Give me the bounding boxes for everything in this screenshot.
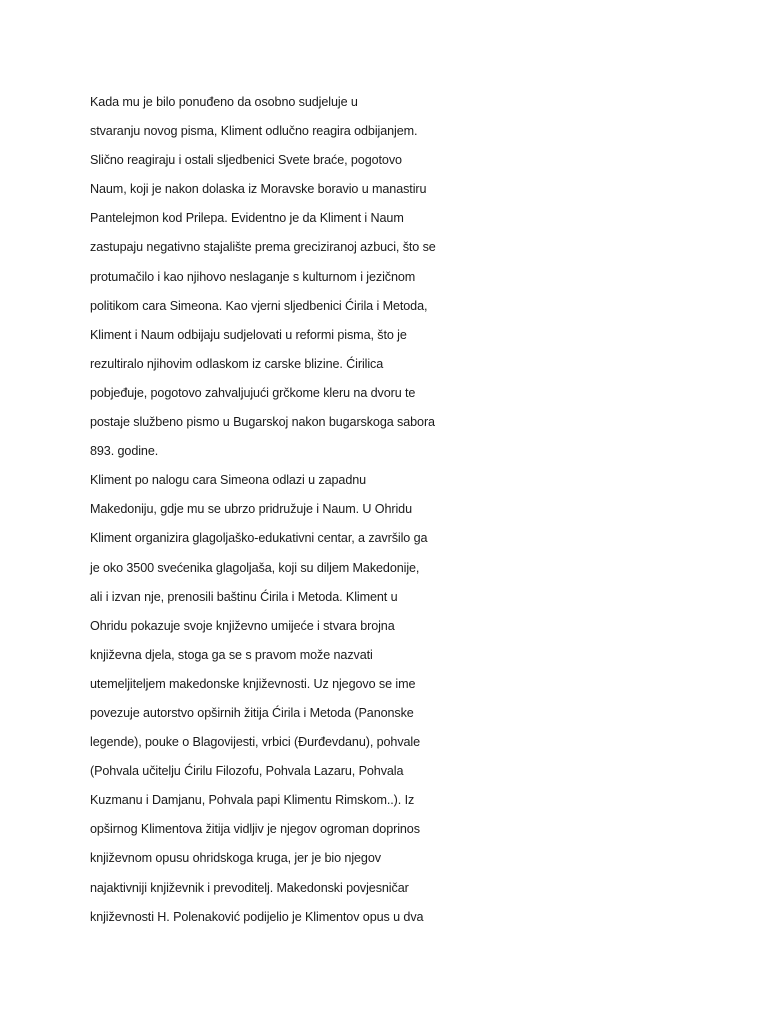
text-line: Kliment i Naum odbijaju sudjelovati u reformi pisma, što je	[90, 327, 407, 342]
text-line: Kada mu je bilo ponuđeno da osobno sudjeluje u	[90, 95, 358, 109]
text-line: ali i izvan nje, prenosili baštinu Ćirila i Metoda. Kliment u	[90, 589, 398, 604]
text-line: Kliment po nalogu cara Simeona odlazi u zapadnu	[90, 473, 367, 488]
text-line: postaje službeno pismo u Bugarskoj nakon bugarskoga sabora	[90, 415, 435, 430]
text-line: povezuje autorstvo opširnih žitija Ćirila i Metoda (Panonske	[90, 705, 414, 720]
text-line: Naum, koji je nakon dolaska iz Moravske boravio u manastiru	[90, 182, 427, 197]
text-line: legende), pouke o Blagovijesti, vrbici (Đurđevdanu), pohvale	[90, 735, 421, 750]
text-line: protumačilo i kao njihovo neslaganje s kulturnom i jezičnom	[90, 269, 416, 284]
text-line: je oko 3500 svećenika glagoljaša, koji su diljem Makedonije,	[90, 560, 420, 575]
text-line: utemeljiteljem makedonske književnosti. Uz njegovo se ime	[90, 676, 416, 691]
text-line: rezultiralo njihovim odlaskom iz carske blizine. Ćirilica	[90, 356, 384, 371]
text-line: književna djela, stoga ga se s pravom može nazvati	[90, 647, 373, 662]
text-line: pobjeđuje, pogotovo zahvaljujući grčkome kleru na dvoru te	[90, 385, 416, 400]
text-line: Kuzmanu i Damjanu, Pohvala papi Klimentu Rimskom..). Iz	[90, 793, 415, 808]
text-line: politikom cara Simeona. Kao vjerni sljedbenici Ćirila i Metoda,	[90, 298, 428, 313]
text-line: Ohridu pokazuje svoje književno umijeće i stvara brojna	[90, 618, 395, 633]
text-line: Pantelejmon kod Prilepa. Evidentno je da Kliment i Naum	[90, 211, 404, 226]
text-line: književnom opusu ohridskoga kruga, jer je bio njegov	[90, 851, 381, 866]
text-line: opširnog Klimentova žitija vidljiv je njegov ogroman doprinos	[90, 822, 420, 837]
text-line: 893. godine.	[90, 444, 159, 459]
text-line: (Pohvala učitelju Ćirilu Filozofu, Pohvala Lazaru, Pohvala	[90, 764, 404, 779]
text-line: Slično reagiraju i ostali sljedbenici Svete braće, pogotovo	[90, 153, 402, 168]
text-line: Kliment organizira glagoljaško-edukativni centar, a završilo ga	[90, 531, 428, 546]
text-line: najaktivniji književnik i prevoditelj. Makedonski povjesničar	[90, 880, 409, 895]
text-line: zastupaju negativno stajalište prema greciziranoj azbuci, što se	[90, 240, 436, 255]
document-body	[90, 88, 450, 932]
text-line: stvaranju novog pisma, Kliment odlučno reagira odbijanjem.	[90, 124, 418, 139]
text-line: književnosti H. Polenaković podijelio je Klimentov opus u dva	[90, 909, 424, 924]
text-line: Makedoniju, gdje mu se ubrzo pridružuje i Naum. U Ohridu	[90, 502, 412, 517]
